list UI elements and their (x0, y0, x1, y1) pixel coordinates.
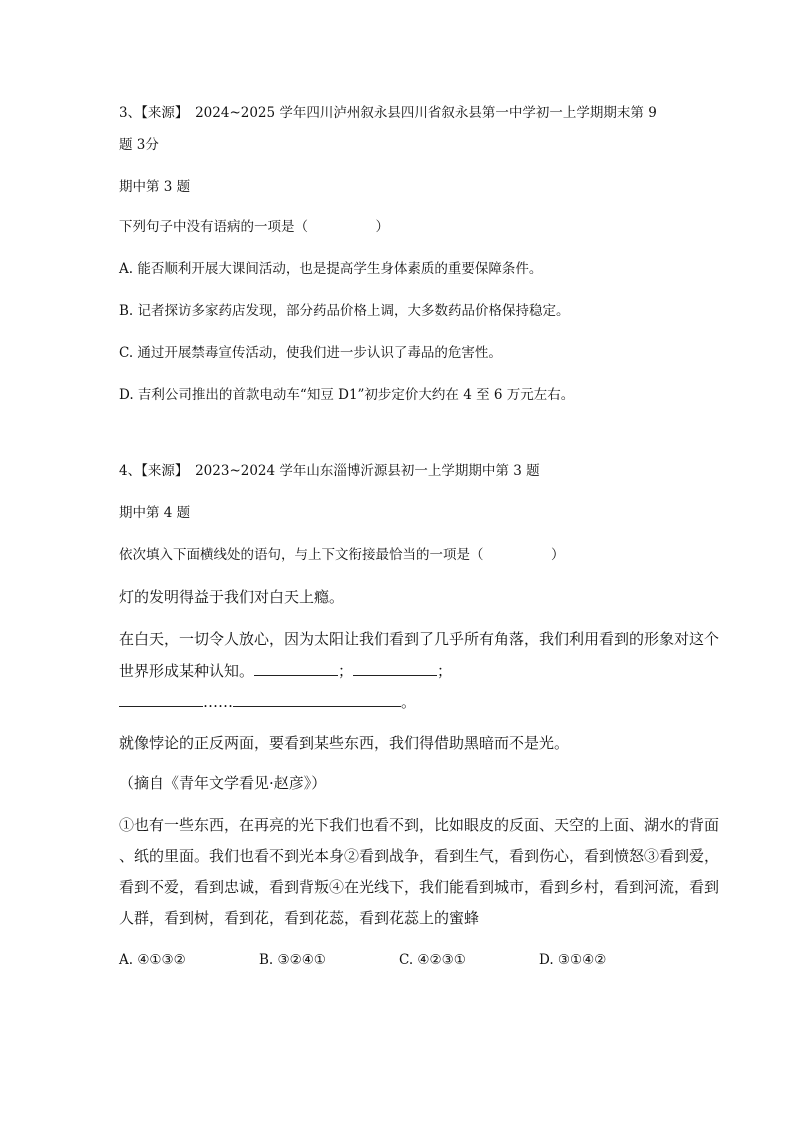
q4-sentence-line1: ①也有一些东西，在再亮的光下我们也看不到，比如眼皮的反面、天空的上面、湖水的背面 (119, 816, 720, 834)
q4-passage-2a: 在白天，一切令人放心，因为太阳让我们看到了几乎所有角落，我们利用看到的形象对这个 (119, 630, 720, 648)
q3-header-line1: 3、【来源】 2024~2025 学年四川泸州叙永县四川省叙永县第一中学初一上学期期末第 9 (119, 105, 657, 121)
q4-sentence-line4: 人群，看到树，看到花，看到花蕊，看到花蕊上的蜜蜂 (119, 909, 480, 927)
sep-1: ； (338, 662, 354, 680)
end-mark: 。 (401, 693, 417, 711)
q4-passage-2b (119, 661, 452, 680)
q3-header-line2: 题 3分 (119, 137, 159, 153)
q3-option-c: C. 通过开展禁毒宣传活动，使我们进一步认识了毒品的危害性。 (119, 345, 502, 361)
q3-option-d: D. 吉利公司推出的首款电动车“知豆 D1”初步定价大约在 4 至 6 万元左右。 (119, 387, 575, 403)
q4-passage-1: 灯的发明得益于我们对白天上瘾。 (119, 588, 345, 606)
q4-header: 4、【来源】 2023~2024 学年山东淄博沂源县初一上学期期中第 3 题 (119, 463, 540, 479)
q3-option-b: B. 记者探访多家药店发现，部分药品价格上调，大多数药品价格保持稳定。 (119, 303, 570, 319)
q3-stem: 下列句子中没有语病的一项是（ ） (119, 219, 389, 235)
q4-passage-3: 就像悖论的正反两面，要看到某些东西，我们得借助黑暗而不是光。 (119, 734, 570, 752)
q4-passage-2c (119, 692, 416, 711)
ellipsis: …… (203, 693, 233, 711)
q4-passage-2b-start: 世界形成某种认知。 (119, 662, 255, 680)
sep-2: ； (437, 662, 453, 680)
q4-source: （摘自《青年文学看见·赵彦》） (119, 774, 327, 792)
q4-choice-c: C. ④②③① (399, 952, 466, 968)
q4-choice-b: B. ③②④① (259, 952, 326, 968)
q4-sentence-line2: 、纸的里面。我们也看不到光本身②看到战争，看到生气，看到伤心，看到愤怒③看到爱， (119, 847, 720, 865)
answer-blank-2 (353, 661, 437, 676)
q4-choice-a: A. ④①③② (119, 952, 186, 968)
q4-sub: 期中第 4 题 (119, 505, 191, 521)
q3-option-a: A. 能否顺利开展大课间活动，也是提高学生身体素质的重要保障条件。 (119, 261, 543, 277)
answer-blank-4 (233, 692, 401, 707)
q4-sentence-line3: 看到不爱，看到忠诚，看到背叛④在光线下，我们能看到城市，看到乡村，看到河流，看到 (119, 878, 720, 896)
q4-choice-d: D. ③①④② (539, 952, 607, 968)
q4-stem: 依次填入下面横线处的语句，与上下文衔接最恰当的一项是（ ） (119, 547, 565, 563)
answer-blank-1 (254, 661, 338, 676)
answer-blank-3 (119, 692, 203, 707)
q3-sub: 期中第 3 题 (119, 179, 191, 195)
